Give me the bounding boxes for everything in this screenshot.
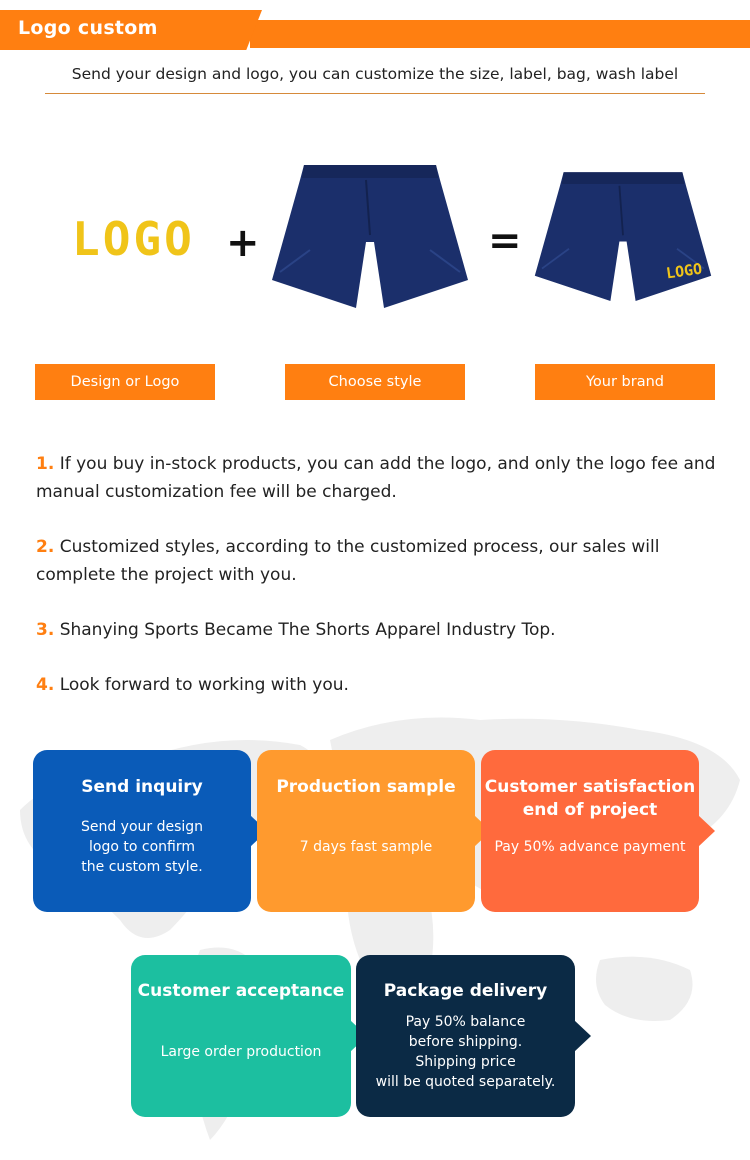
- step-description: Large order production: [160, 1044, 322, 1060]
- process-step-customer-satisfaction: [481, 750, 699, 912]
- section-banner: [0, 10, 750, 50]
- shorts-plain-image: [270, 160, 470, 315]
- subtitle-divider: [45, 93, 705, 94]
- step-title: Send inquiry: [81, 777, 203, 797]
- step-description: Pay 50% advance payment: [494, 839, 686, 855]
- plus-sign: +: [226, 220, 260, 266]
- step-description: 7 days fast sample: [299, 839, 433, 855]
- step-description: Send your design logo to confirm the custom style.: [80, 819, 204, 875]
- shorts-branded-image: [533, 160, 713, 315]
- section-subtitle: Send your design and logo, you can customize the size, label, bag, wash label: [71, 65, 679, 83]
- banner-stripe: [250, 20, 750, 48]
- note-item: 2. Customized styles, according to the customized process, our sales will complete the project with you.: [36, 537, 660, 585]
- logo-placeholder-text: LOGO: [72, 212, 195, 266]
- step-title: Customer acceptance: [137, 981, 345, 1001]
- design-or-logo-label: Design or Logo: [35, 364, 215, 400]
- choose-style-label: Choose style: [285, 364, 465, 400]
- step-title: Production sample: [276, 777, 456, 797]
- equals-sign: =: [488, 218, 522, 264]
- note-item: 1. If you buy in-stock products, you can add the logo, and only the logo fee and manual customization fee will be charged.: [36, 454, 716, 502]
- note-item: 3. Shanying Sports Became The Shorts Apparel Industry Top.: [36, 620, 556, 640]
- process-step-send-inquiry: [33, 750, 251, 912]
- your-brand-label: Your brand: [535, 364, 715, 400]
- step-arrow: [574, 1020, 591, 1052]
- section-title: Logo custom: [18, 17, 158, 39]
- step-arrow: [698, 815, 715, 847]
- step-title: Customer satisfaction end of project: [484, 777, 696, 820]
- process-step-package-delivery: [356, 955, 575, 1117]
- note-item: 4. Look forward to working with you.: [36, 675, 349, 695]
- process-step-production-sample: [257, 750, 475, 912]
- step-description: Pay 50% balance before shipping. Shipping price will be quoted separately.: [375, 1014, 556, 1090]
- step-title: Package delivery: [383, 981, 548, 1001]
- shorts-logo-print: LOGO: [664, 259, 704, 283]
- process-step-customer-acceptance: [131, 955, 351, 1117]
